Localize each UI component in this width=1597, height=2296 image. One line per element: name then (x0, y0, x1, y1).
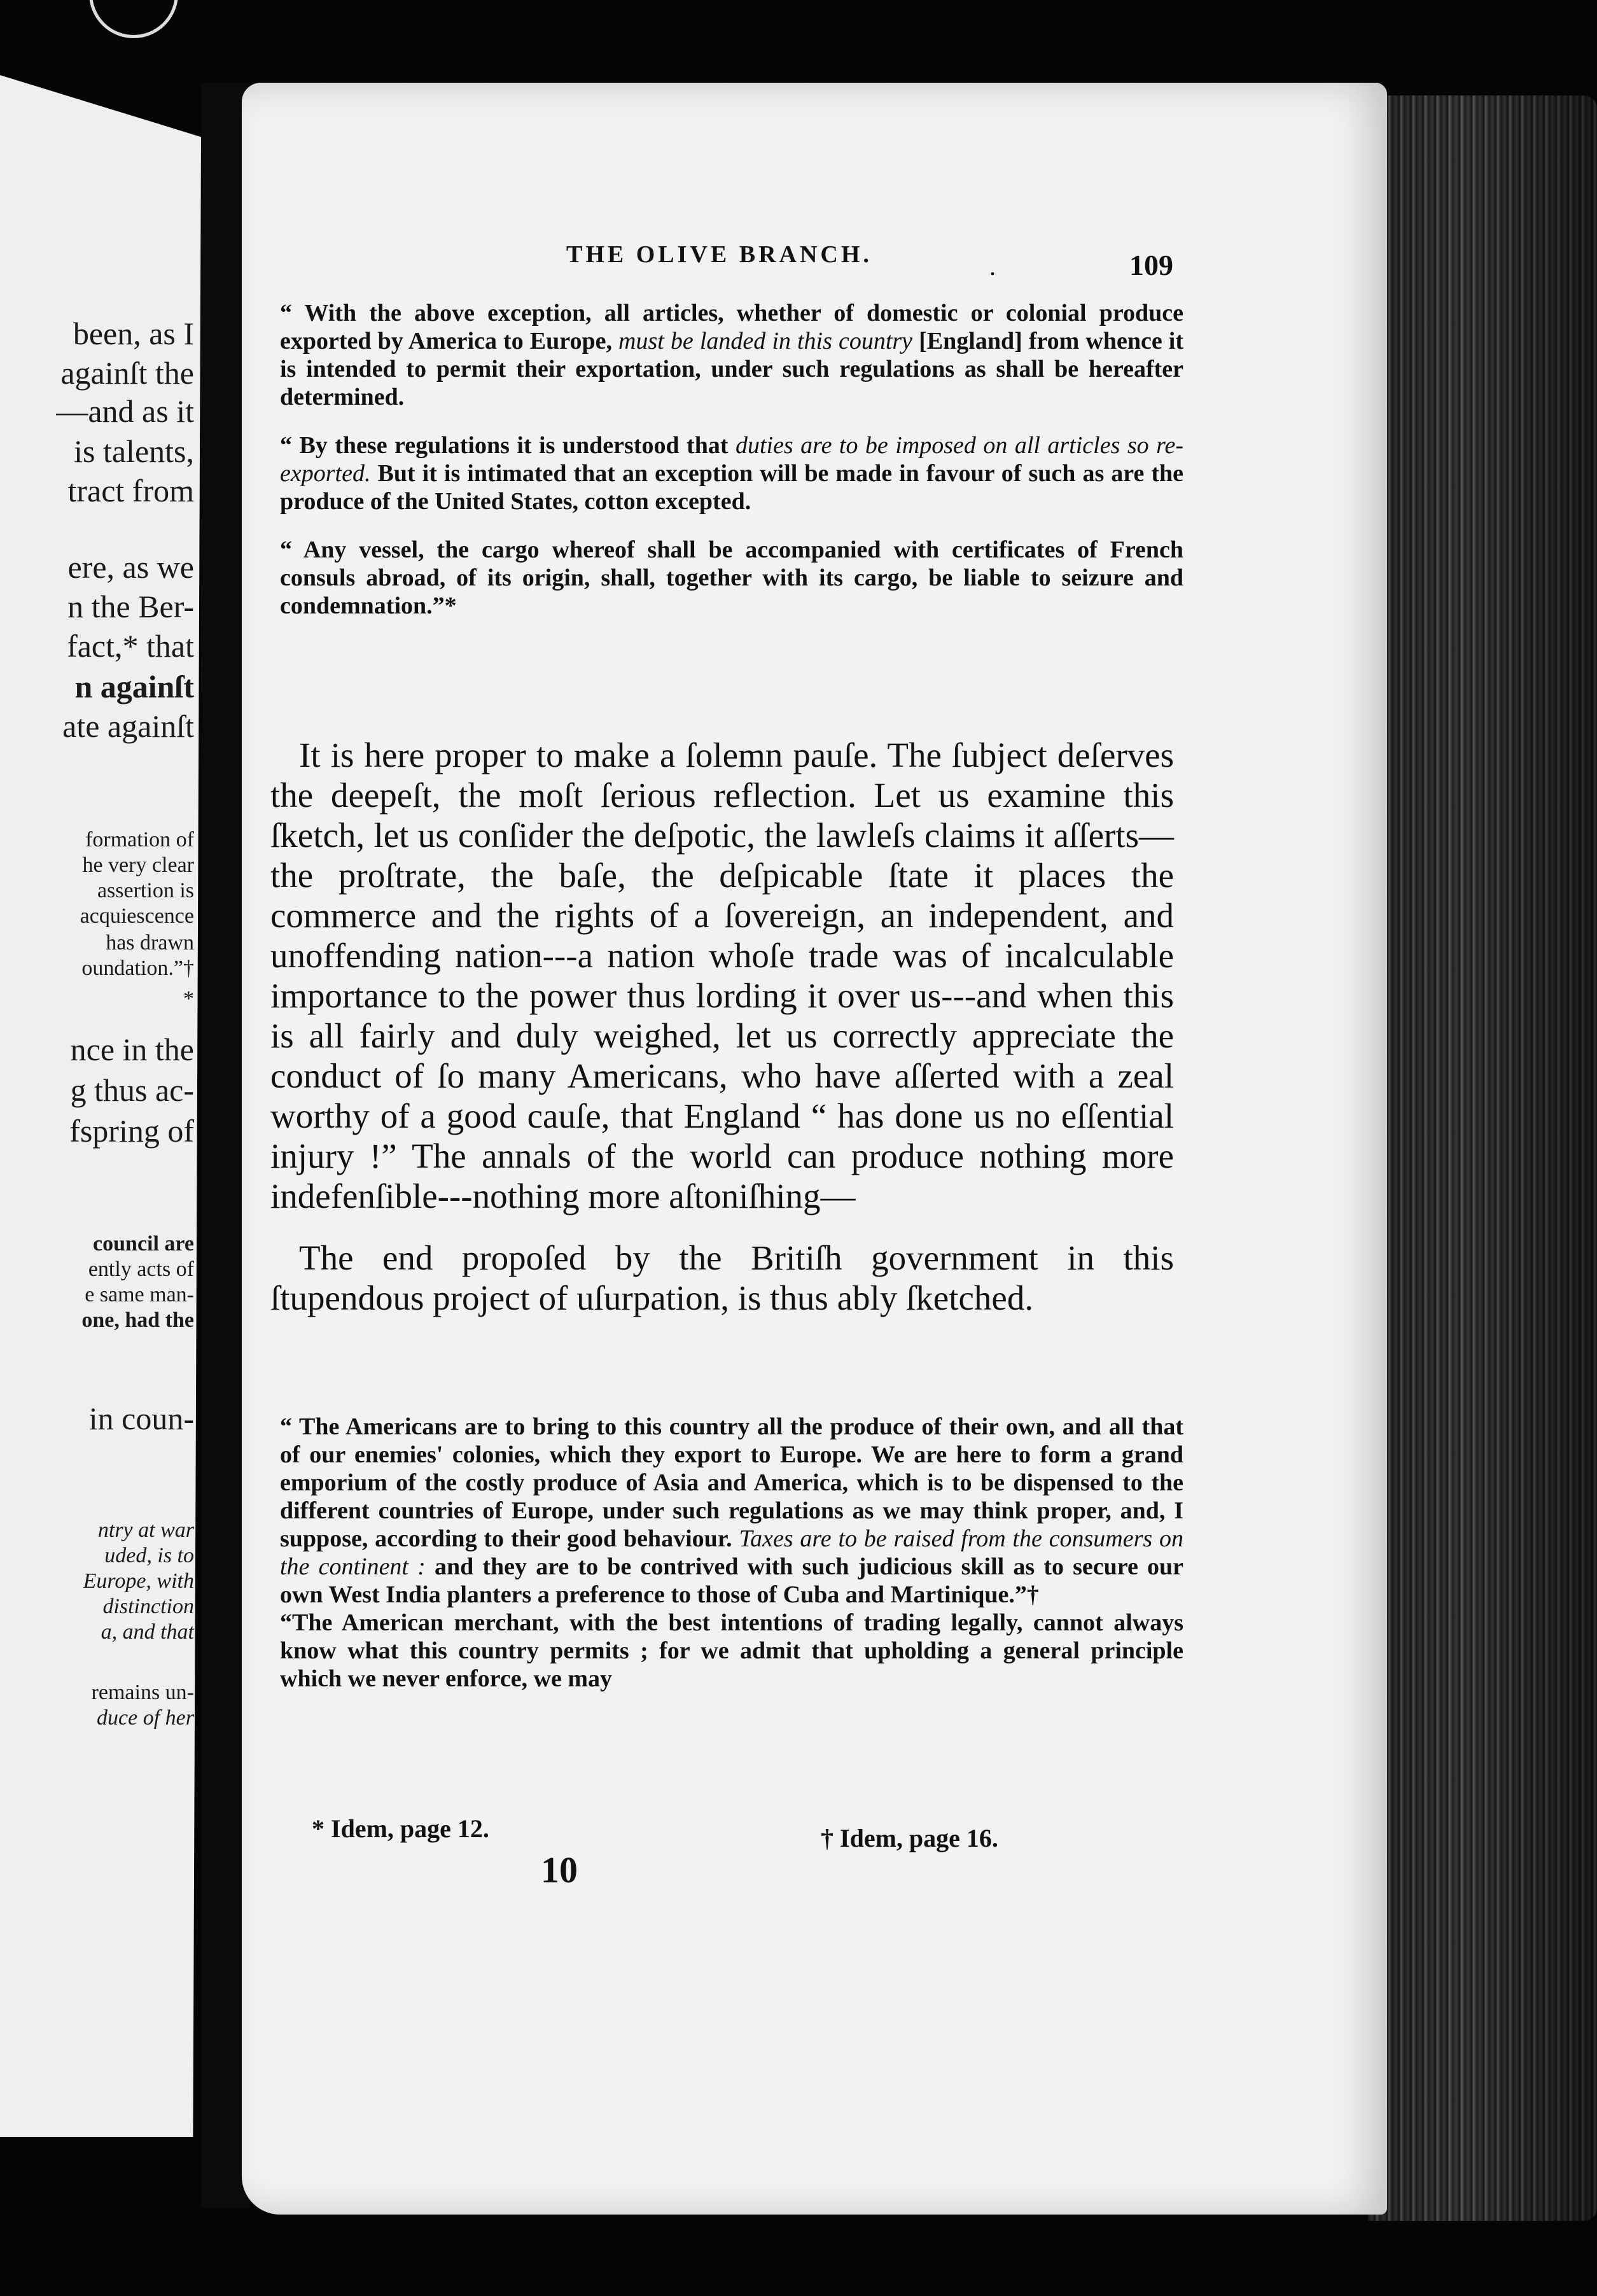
previous-page-line: ate againſt (62, 708, 194, 744)
previous-page-line: fspring of (69, 1113, 194, 1149)
previous-page-line: acquiescence (80, 904, 194, 928)
previous-page-line: one, had the (81, 1308, 194, 1332)
italic-run: must be landed in this country (618, 328, 913, 354)
footnote-left: * Idem, page 12. (312, 1814, 489, 1843)
quotation-block-bottom (280, 1413, 1183, 1693)
footnote-right: † Idem, page 16. (821, 1824, 998, 1852)
running-head-dot: . (989, 252, 996, 281)
body-paragraph: It is here proper to make a ſolemn pauſe. The ſubject deſerves the deepeſt, the moſt ſerious reflection. Let us examine this ſketch, let us conſider the deſpotic, the lawleſs claims it aſſerts—the proſtrate, the baſe, the deſpicable ſtate it places the commerce and the rights of a ſovereign, an independent, and unoffending nation---a nation whoſe trade was of incalculable importance to the power thus lording it over us---and when this is all fairly and duly weighed, let us correctly appreciate the conduct of ſo many Americans, who have aſſerted with a zeal worthy of a good cauſe, that England “ has done us no eſſential injury !” The annals of the world can produce nothing more indefenſible---nothing more aſtoniſhing— (270, 736, 1174, 1215)
previous-page-line: he very clear (82, 853, 194, 877)
previous-page-line: —and as it (56, 393, 194, 429)
text-run: “ Any vessel, the cargo whereof shall be accompanied with certificates of French consuls abroad, of its origin, shall, together with its cargo, be liable to seizure and condemnation.”* (280, 536, 1183, 619)
previous-page-line: a, and that (101, 1620, 194, 1644)
previous-page-line: fact,* that (67, 628, 194, 664)
text-run: [England] from whence it is intended to permit their exportation, under such regulations as shall be hereafter determined. (280, 328, 1184, 410)
previous-page-line: uded, is to (104, 1544, 194, 1567)
previous-page-line: ntry at war (97, 1518, 194, 1542)
previous-page-line: assertion is (97, 879, 194, 902)
previous-page-line: council are (93, 1232, 194, 1256)
text-run: “The American merchant, with the best intentions of trading legally, cannot always know what this country permits ; for we admit that upholding a general principle which we never enforce, we may (280, 1609, 1183, 1692)
text-run: “ The Americans are to bring to this country all the produce of their own, and all that of our enemies' colonies, which they export to Europe. We are here to form a grand emporium of the costly produce of Asia and America, which is to be dispensed to the different countries of Europe, under such regulations as we may think proper, and, I suppose, according to their good behaviour. (280, 1413, 1183, 1552)
previous-page-line: * (183, 987, 194, 1011)
body-paragraph: The end propoſed by the Britiſh government in this ſtupendous project of uſurpation, is thus ably ſketched. (270, 1238, 1174, 1317)
previous-page-line: formation of (85, 828, 194, 851)
film-corner-mark (89, 0, 178, 38)
previous-page-line: e same man- (85, 1283, 194, 1306)
quotation-paragraph (280, 431, 1183, 515)
quotation-block-top (280, 299, 1183, 620)
previous-page-line: tract from (67, 473, 194, 508)
previous-page-line: duce of her (97, 1706, 194, 1730)
body-text (270, 735, 1174, 1340)
previous-page-line: Europe, with (83, 1569, 194, 1593)
previous-page-line: in coun- (88, 1401, 194, 1436)
previous-page-line: remains un- (91, 1681, 194, 1704)
previous-page-line: g thus ac- (70, 1072, 194, 1108)
previous-page-line: againſt the (60, 355, 194, 391)
previous-page-line: nce in the (70, 1032, 194, 1067)
previous-page-line: has drawn (106, 931, 194, 955)
previous-page-line: is talents, (74, 433, 194, 469)
text-run: and they are to be contrived with such judicious skill as to secure our own West India planters a preference to those of Cuba and Martinique.”† (280, 1553, 1183, 1608)
italic-run: duties are to be imposed on all articles so re-exported. (280, 432, 1183, 487)
previous-page-line: ently acts of (88, 1257, 194, 1281)
previous-page-line: ere, as we (67, 549, 194, 585)
signature-mark: 10 (541, 1849, 578, 1891)
text-run: “ With the above exception, all articles, whether of domestic or colonial produce exported by America to Europe, (280, 300, 1183, 354)
page-number: 109 (1129, 249, 1173, 281)
previous-page-line: oundation.”† (81, 956, 194, 980)
italic-run: Taxes are to be raised from the consumers on the continent : (280, 1525, 1183, 1580)
previous-page-line: n againſt (74, 669, 194, 704)
page-edges-shadow (1368, 95, 1597, 2221)
quotation-paragraph (280, 536, 1183, 620)
previous-page-line: distinction (102, 1595, 194, 1618)
text-run: But it is intimated that an exception will be made in favour of such as are the produce of the United States, cotton excepted. (280, 460, 1183, 515)
quotation-paragraph (280, 1609, 1183, 1693)
quotation-paragraph (280, 299, 1183, 411)
previous-page-line: been, as I (73, 316, 194, 351)
text-run: “ By these regulations it is understood that (280, 432, 736, 459)
running-head: THE OLIVE BRANCH. (566, 241, 872, 268)
quotation-paragraph (280, 1413, 1183, 1609)
previous-page-line: n the Ber- (67, 589, 194, 624)
